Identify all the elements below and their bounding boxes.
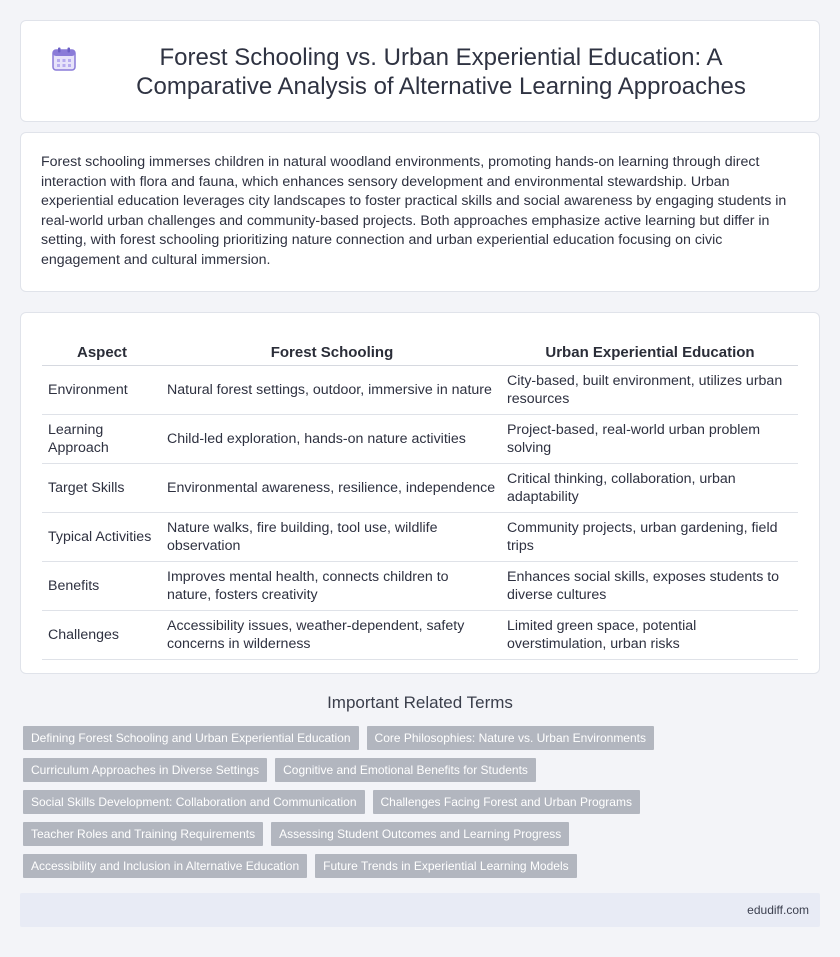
tag-row [23,854,823,880]
table-row [42,562,798,611]
related-terms [23,726,823,886]
table-row [42,415,798,464]
row-urban: Enhances social skills, exposes students to diverse cultures [502,562,798,611]
table-row [42,513,798,562]
row-aspect: Typical Activities [42,513,162,562]
header-card [20,20,820,122]
comparison-table [42,333,798,660]
page-title: Forest Schooling vs. Urban Experiential Education: A Comparative Analysis of Alternative Learning Approaches [136,44,746,100]
row-forest: Improves mental health, connects children to nature, fosters creativity [162,562,502,611]
row-aspect: Environment [42,366,162,415]
row-aspect: Learning Approach [42,415,162,464]
row-aspect: Target Skills [42,464,162,513]
footer [20,893,820,927]
tag-row [23,790,823,816]
header-forest-schooling: Forest Schooling [162,333,502,366]
row-forest: Natural forest settings, outdoor, immersive in nature [162,366,502,415]
table-row [42,366,798,415]
intro-paragraph: Forest schooling immerses children in natural woodland environments, promoting hands-on learning through direct interaction with flora and fauna, which enhances sensory development and environmental stewardship. Urban experiential education leverages city landscapes to foster practical skills and social awareness by engaging students in real-world urban challenges and community-based projects. Both approaches emphasize active learning but differ in setting, with forest schooling prioritizing nature connection and urban experiential education focusing on civic engagement and cultural immersion. [41,154,787,268]
row-urban: Critical thinking, collaboration, urban adaptability [502,464,798,513]
related-term-tag[interactable]: Curriculum Approaches in Diverse Settings [23,758,267,782]
row-aspect: Benefits [42,562,162,611]
intro-card [20,132,820,292]
tag-row [23,726,823,752]
related-term-tag[interactable]: Challenges Facing Forest and Urban Programs [373,790,640,814]
footer-brand-link[interactable]: edudiff.com [747,903,809,917]
row-urban: Project-based, real-world urban problem solving [502,415,798,464]
tag-row [23,822,823,848]
comparison-table-card [20,312,820,674]
row-urban: City-based, built environment, utilizes urban resources [502,366,798,415]
row-forest: Accessibility issues, weather-dependent, safety concerns in wilderness [162,611,502,660]
related-term-tag[interactable]: Assessing Student Outcomes and Learning Progress [271,822,569,846]
related-term-tag[interactable]: Defining Forest Schooling and Urban Experiential Education [23,726,359,750]
row-forest: Environmental awareness, resilience, independence [162,464,502,513]
related-term-tag[interactable]: Cognitive and Emotional Benefits for Students [275,758,536,782]
row-aspect: Challenges [42,611,162,660]
tag-row [23,758,823,784]
row-forest: Nature walks, fire building, tool use, wildlife observation [162,513,502,562]
related-term-tag[interactable]: Core Philosophies: Nature vs. Urban Environments [367,726,654,750]
related-term-tag[interactable]: Social Skills Development: Collaboration and Communication [23,790,365,814]
row-forest: Child-led exploration, hands-on nature activities [162,415,502,464]
header-urban-education: Urban Experiential Education [502,333,798,366]
related-term-tag[interactable]: Accessibility and Inclusion in Alternative Education [23,854,307,878]
table-row [42,611,798,660]
row-urban: Community projects, urban gardening, field trips [502,513,798,562]
related-term-tag[interactable]: Teacher Roles and Training Requirements [23,822,263,846]
table-header-row [42,333,798,366]
row-urban: Limited green space, potential overstimulation, urban risks [502,611,798,660]
header-aspect: Aspect [42,333,162,366]
related-terms-heading: Important Related Terms [327,693,513,712]
table-row [42,464,798,513]
related-term-tag[interactable]: Future Trends in Experiential Learning Models [315,854,576,878]
